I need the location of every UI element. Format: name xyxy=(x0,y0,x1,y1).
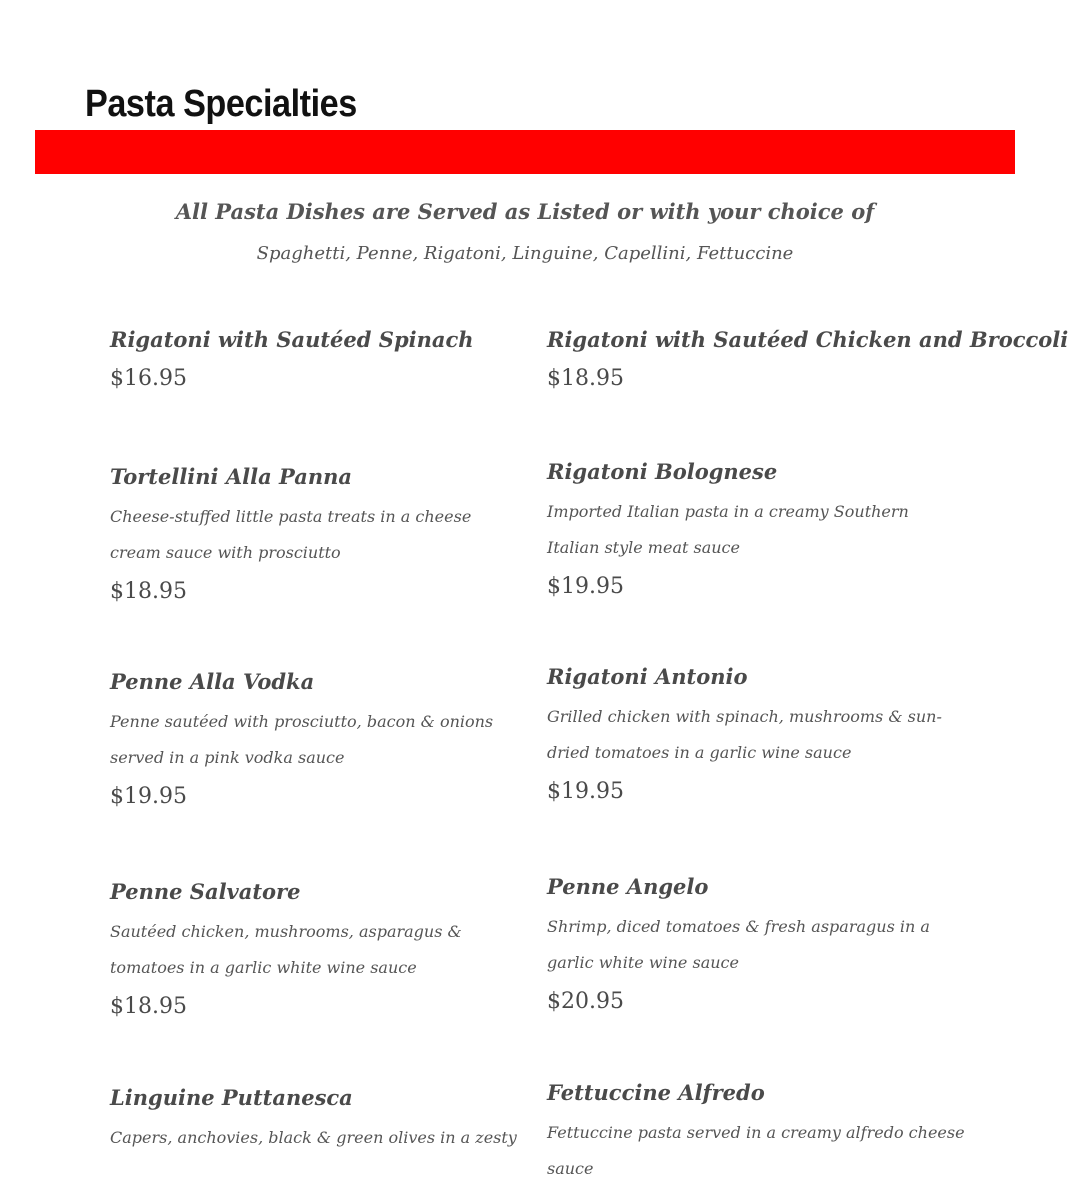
menu-item xyxy=(110,459,522,609)
item-name: Rigatoni Antonio xyxy=(547,664,748,689)
item-name: Penne Alla Vodka xyxy=(110,669,315,694)
item-price: $19.95 xyxy=(547,779,624,804)
pasta-options: Spaghetti, Penne, Rigatoni, Linguine, Capellini, Fettuccine xyxy=(256,243,794,264)
item-description: Sautéed chicken, mushrooms, asparagus & tomatoes in a garlic white wine sauce xyxy=(110,922,462,977)
menu-item xyxy=(110,664,522,814)
item-price: $16.95 xyxy=(110,366,187,391)
item-name: Rigatoni with Sautéed Chicken and Broccoli xyxy=(547,327,1068,352)
menu-item xyxy=(110,1080,522,1156)
item-description: Imported Italian pasta in a creamy Southern Italian style meat sauce xyxy=(547,502,909,557)
item-description: Fettuccine pasta served in a creamy alfredo cheese sauce xyxy=(547,1123,965,1178)
item-price: $20.95 xyxy=(547,989,624,1014)
menu-item xyxy=(547,1075,965,1187)
item-name: Penne Salvatore xyxy=(110,879,301,904)
item-price: $18.95 xyxy=(110,579,187,604)
item-name: Penne Angelo xyxy=(547,874,709,899)
item-price: $19.95 xyxy=(547,574,624,599)
menu-item xyxy=(547,322,1068,396)
item-price: $19.95 xyxy=(110,784,187,809)
title-band xyxy=(35,130,1015,174)
pasta-choice-note: All Pasta Dishes are Served as Listed or with your choice of xyxy=(175,199,875,224)
menu-item xyxy=(547,659,965,809)
item-description: Grilled chicken with spinach, mushrooms & sun-dried tomatoes in a garlic wine sauce xyxy=(547,707,942,762)
menu-item xyxy=(547,454,965,604)
item-description: Penne sautéed with prosciutto, bacon & onions served in a pink vodka sauce xyxy=(110,712,494,767)
item-price: $18.95 xyxy=(110,994,187,1019)
item-description: Capers, anchovies, black & green olives in a zesty xyxy=(110,1128,517,1147)
item-name: Rigatoni Bolognese xyxy=(547,459,778,484)
menu-item xyxy=(547,869,965,1019)
menu-item xyxy=(110,874,522,1024)
item-description: Cheese-stuffed little pasta treats in a cheese cream sauce with prosciutto xyxy=(110,507,472,562)
item-name: Fettuccine Alfredo xyxy=(547,1080,765,1105)
item-price: $18.95 xyxy=(547,366,624,391)
section-title: Pasta Specialties xyxy=(85,83,357,125)
item-name: Tortellini Alla Panna xyxy=(110,464,352,489)
item-description: Shrimp, diced tomatoes & fresh asparagus in a garlic white wine sauce xyxy=(547,917,930,972)
item-name: Linguine Puttanesca xyxy=(110,1085,353,1110)
menu-item xyxy=(110,322,522,396)
item-name: Rigatoni with Sautéed Spinach xyxy=(110,327,474,352)
